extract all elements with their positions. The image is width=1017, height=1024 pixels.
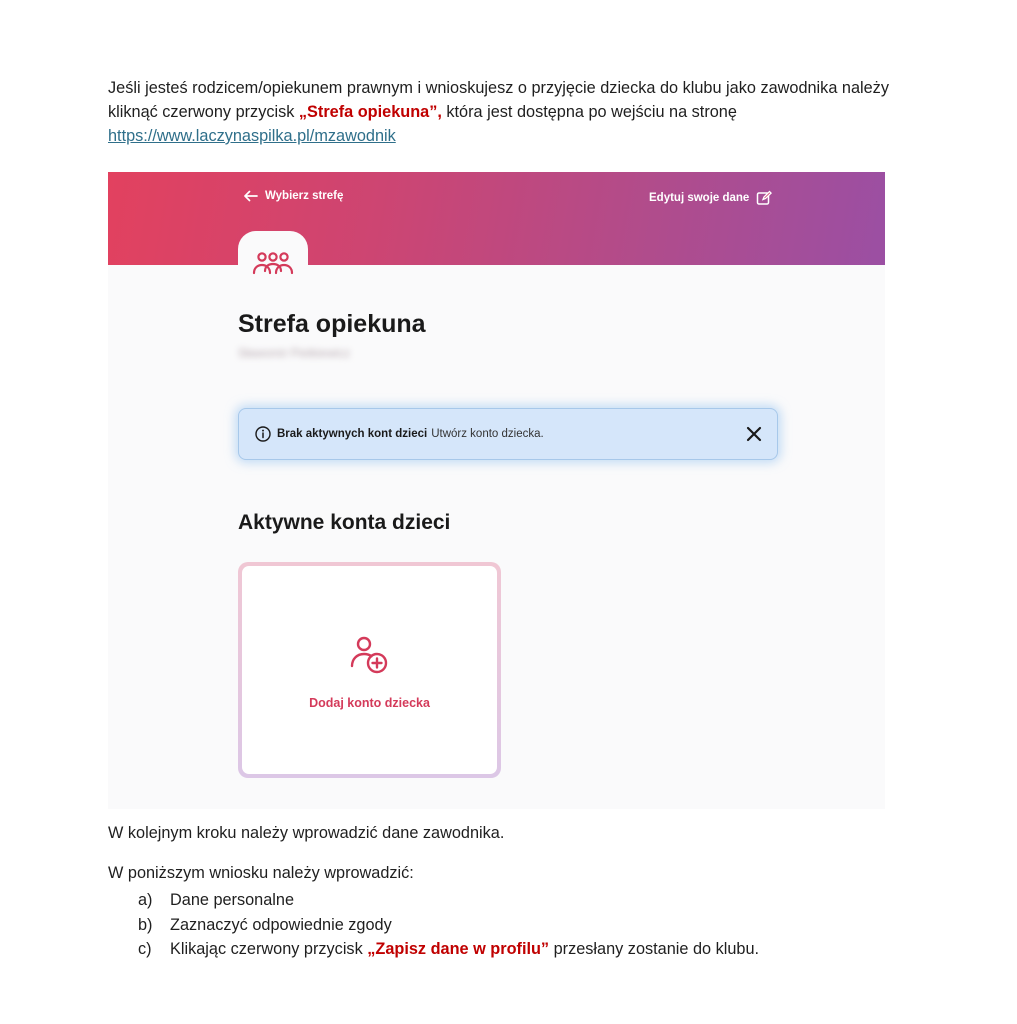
- list-text: Klikając czerwony przycisk: [170, 940, 368, 958]
- intro-text: Jeśli jesteś rodzicem/opiekunem prawnym i wnioskujesz o przyjęcie dziecka do klubu jako zawodnika należy kliknąć czerwony przycisk: [108, 79, 889, 121]
- alert-message: [277, 428, 544, 440]
- alert-sub: Utwórz konto dziecka.: [431, 428, 544, 440]
- group-icon: [238, 231, 308, 287]
- add-child-card[interactable]: [238, 562, 501, 778]
- mzawodnik-link[interactable]: https://www.laczynaspilka.pl/mzawodnik: [108, 127, 396, 145]
- zone-avatar: [238, 231, 308, 291]
- list-marker: b): [138, 915, 153, 934]
- page-title: Strefa opiekuna: [238, 310, 426, 338]
- back-label: Wybierz strefę: [265, 190, 344, 202]
- app-screenshot: [108, 172, 885, 809]
- list-item: [138, 937, 759, 962]
- add-child-label: Dodaj konto dziecka: [309, 696, 430, 710]
- add-child-card-body: [242, 566, 497, 774]
- list-marker: a): [138, 891, 153, 909]
- zapisz-highlight: „Zapisz dane w profilu”: [367, 940, 550, 958]
- intro-paragraph: [108, 76, 898, 148]
- list-item: [138, 888, 759, 913]
- user-name-blurred: Sławomir Pietkiewicz: [238, 346, 351, 360]
- header-banner: [108, 172, 885, 265]
- intro-text-2: która jest dostępna po wejściu na stronę: [441, 103, 737, 121]
- edit-label: Edytuj swoje dane: [649, 192, 750, 204]
- list-text-post: przesłany zostanie do klubu.: [549, 940, 760, 958]
- steps-list: [138, 888, 759, 962]
- add-user-icon: [345, 632, 393, 680]
- alert-bold: Brak aktywnych kont dzieci: [277, 428, 428, 440]
- arrow-left-icon: [243, 190, 258, 202]
- info-alert: [238, 408, 778, 460]
- back-button[interactable]: [243, 190, 343, 202]
- edit-icon: [756, 190, 772, 206]
- list-marker: c): [138, 940, 152, 958]
- list-text: Zaznaczyć odpowiednie zgody: [170, 915, 392, 934]
- list-text: Dane personalne: [170, 891, 295, 909]
- section-title: Aktywne konta dzieci: [238, 511, 451, 534]
- list-intro: W poniższym wniosku należy wprowadzić:: [108, 864, 414, 882]
- list-item: [138, 913, 759, 938]
- close-icon[interactable]: [744, 424, 764, 444]
- edit-profile-button[interactable]: [649, 190, 772, 206]
- next-step-text: W kolejnym kroku należy wprowadzić dane zawodnika.: [108, 824, 505, 842]
- strefa-opiekuna-highlight: „Strefa opiekuna”,: [298, 103, 442, 121]
- info-icon: [255, 426, 271, 442]
